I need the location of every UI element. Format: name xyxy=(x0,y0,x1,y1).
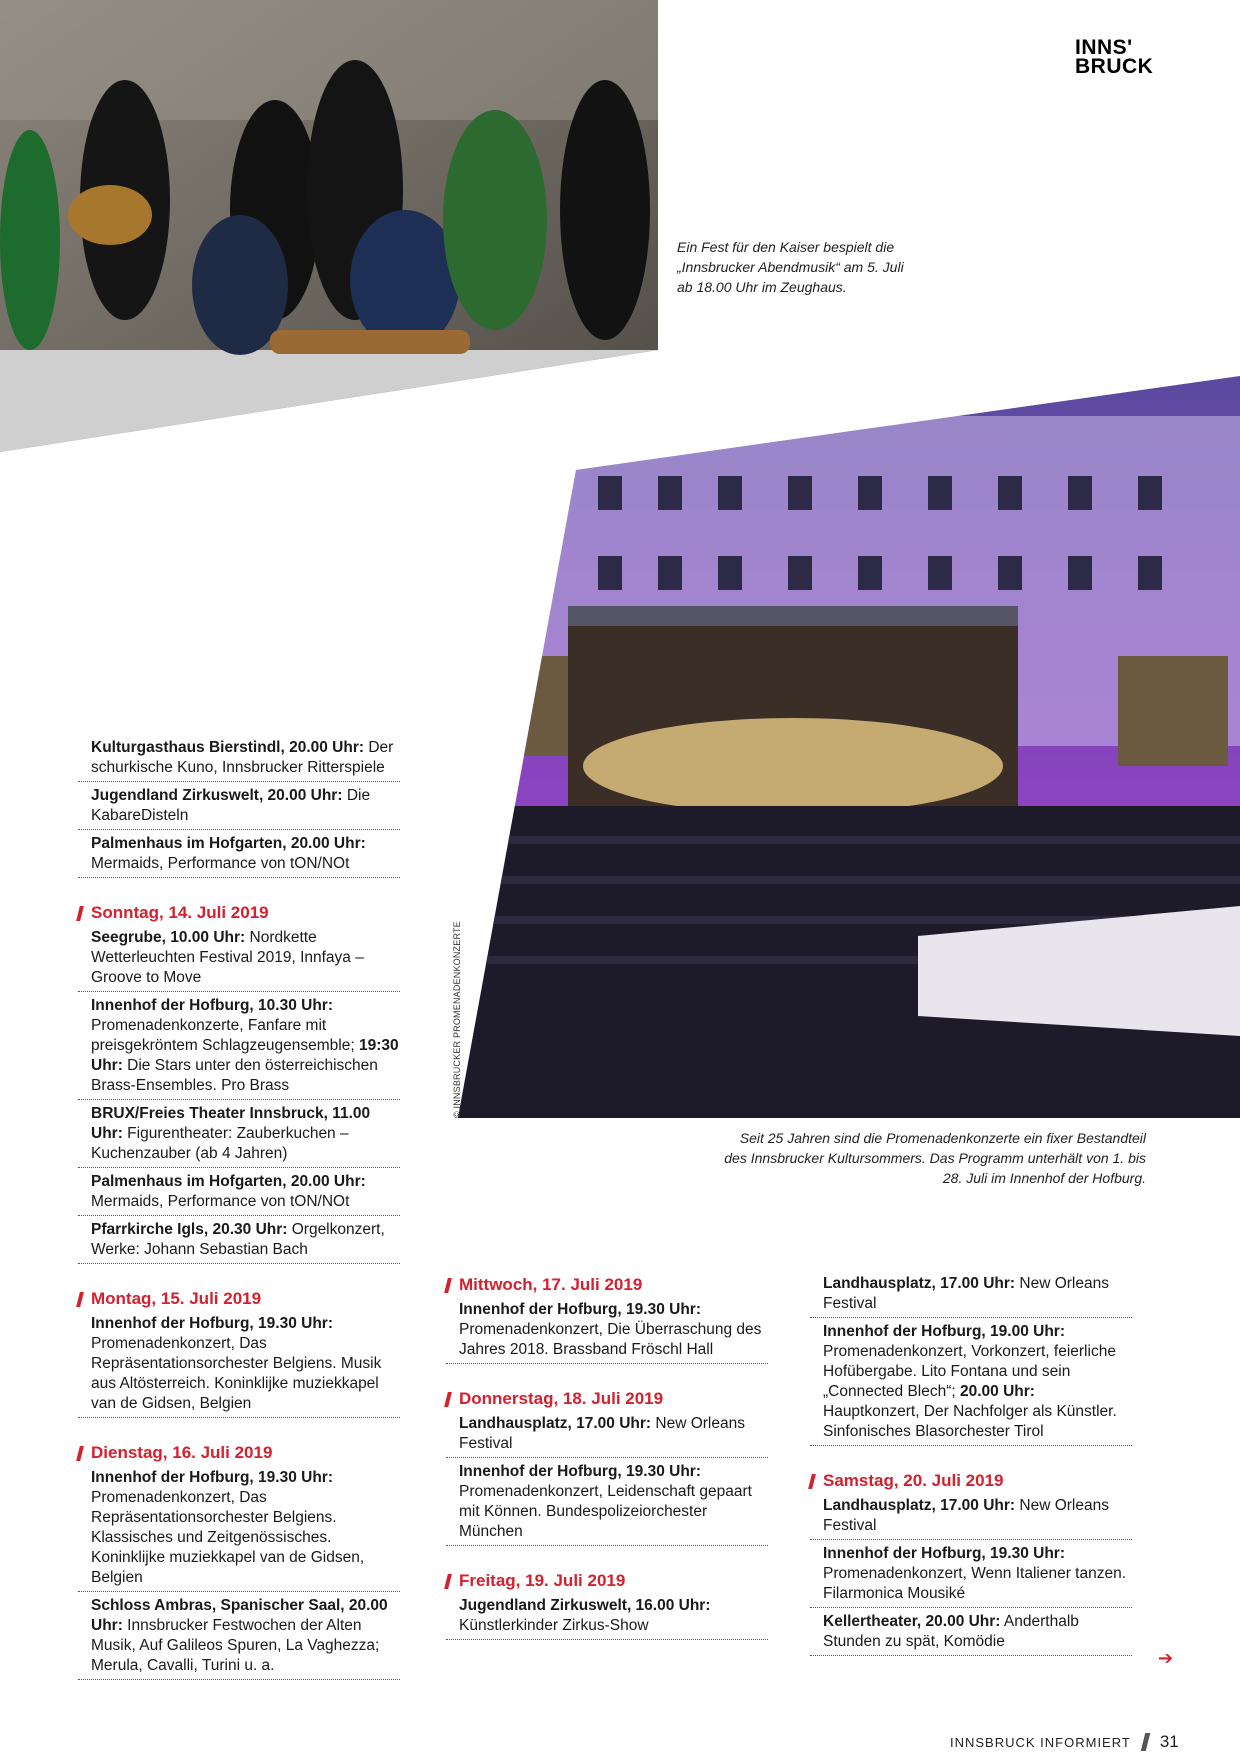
event-entry: Innenhof der Hofburg, 19.30 Uhr: Promenadenkonzert, Die Überraschung des Jahres 2018. Brassband Fröschl Hall xyxy=(446,1300,768,1364)
day-monday xyxy=(78,1288,400,1418)
day-heading: Donnerstag, 18. Juli 2019 xyxy=(446,1388,768,1410)
day-sunday xyxy=(78,902,400,1264)
concert-photo-caption: Seit 25 Jahren sind die Promenadenkonzerte ein fixer Bestandteil des Innsbrucker Kultursommers. Das Programm unterhält von 1. bis 28. Juli im Innenhof der Hofburg. xyxy=(724,1130,1146,1186)
event-entry: Kellertheater, 20.00 Uhr: Anderthalb Stunden zu spät, Komödie xyxy=(810,1612,1132,1656)
day-saturday xyxy=(810,1470,1132,1656)
event-entry: Innenhof der Hofburg, 19.30 Uhr: Promenadenkonzert, Leidenschaft gepaart mit Können. Bundespolizeiorchester München xyxy=(446,1462,768,1546)
day-thursday xyxy=(446,1388,768,1546)
page-number: 31 xyxy=(1159,1732,1179,1751)
event-entry: Innenhof der Hofburg, 10.30 Uhr: Promenadenkonzerte, Fanfare mit preisgekröntem Schlagzeugensemble; 19:30 Uhr: Die Stars unter den österreichischen Brass-Ensembles. Pro Brass xyxy=(78,996,400,1100)
day-heading: Samstag, 20. Juli 2019 xyxy=(810,1470,1132,1492)
event-entry: Landhausplatz, 17.00 Uhr: New Orleans Festival xyxy=(810,1274,1132,1318)
day-continued-saturday xyxy=(78,738,400,878)
continue-arrow-icon: ➔ xyxy=(1158,1648,1174,1668)
photo-credit: © INNSBRUCKER PROMENADENKONZERTE xyxy=(452,921,462,1118)
event-entry: Kulturgasthaus Bierstindl, 20.00 Uhr: Der schurkische Kuno, Innsbrucker Ritterspiele xyxy=(78,738,400,782)
day-heading: Mittwoch, 17. Juli 2019 xyxy=(446,1274,768,1296)
day-heading: Freitag, 19. Juli 2019 xyxy=(446,1570,768,1592)
event-entry: Palmenhaus im Hofgarten, 20.00 Uhr: Mermaids, Performance von tON/NOt xyxy=(78,834,400,878)
innsbruck-logo: INNS' BRUCK xyxy=(1075,36,1154,78)
event-entry: Landhausplatz, 17.00 Uhr: New Orleans Festival xyxy=(810,1496,1132,1540)
event-entry: Innenhof der Hofburg, 19.30 Uhr: Promenadenkonzert, Wenn Italiener tanzen. Filarmonica Mousiké xyxy=(810,1544,1132,1608)
day-heading: Dienstag, 16. Juli 2019 xyxy=(78,1442,400,1464)
event-entry: Landhausplatz, 17.00 Uhr: New Orleans Festival xyxy=(446,1414,768,1458)
event-entry: Innenhof der Hofburg, 19.30 Uhr: Promenadenkonzert, Das Repräsentationsorchester Belgiens. Klassisches und Zeitgenössisches. Koninklijke muziekkapel van de Gidsen, Belgien xyxy=(78,1468,400,1592)
event-entry: Innenhof der Hofburg, 19.30 Uhr: Promenadenkonzert, Das Repräsentationsorchester Belgiens. Musik aus Altösterreich. Koninklijke muziekkapel van de Gidsen, Belgien xyxy=(78,1314,400,1418)
event-entry: Palmenhaus im Hofgarten, 20.00 Uhr: Mermaids, Performance von tON/NOt xyxy=(78,1172,400,1216)
footer-divider xyxy=(1141,1733,1150,1751)
event-entry: Seegrube, 10.00 Uhr: Nordkette Wetterleuchten Festival 2019, Innfaya – Groove to Move xyxy=(78,928,400,992)
day-heading: Sonntag, 14. Juli 2019 xyxy=(78,902,400,924)
day-continued-friday xyxy=(810,1274,1132,1446)
event-entry: Jugendland Zirkuswelt, 20.00 Uhr: Die KabareDisteln xyxy=(78,786,400,830)
page-footer xyxy=(950,1732,1179,1752)
event-entry: Pfarrkirche Igls, 20.30 Uhr: Orgelkonzert, Werke: Johann Sebastian Bach xyxy=(78,1220,400,1264)
event-entry: BRUX/Freies Theater Innsbruck, 11.00 Uhr: Figurentheater: Zauberkuchen – Kuchenzauber (ab 4 Jahren) xyxy=(78,1104,400,1168)
ensemble-photo-caption: Ein Fest für den Kaiser bespielt die „Innsbrucker Abendmusik“ am 5. Juli ab 18.00 Uhr im Zeughaus. xyxy=(677,239,904,295)
events-column-middle xyxy=(446,1274,768,1664)
day-wednesday xyxy=(446,1274,768,1364)
concert-photo xyxy=(458,376,1240,1118)
day-heading: Montag, 15. Juli 2019 xyxy=(78,1288,400,1310)
events-column-left xyxy=(78,738,400,1704)
events-column-right xyxy=(810,1274,1132,1680)
event-entry: Schloss Ambras, Spanischer Saal, 20.00 Uhr: Innsbrucker Festwochen der Alten Musik, Auf Galileos Spuren, La Vaghezza; Merula, Cavalli, Turini u. a. xyxy=(78,1596,400,1680)
day-tuesday xyxy=(78,1442,400,1680)
event-entry: Innenhof der Hofburg, 19.00 Uhr: Promenadenkonzert, Vorkonzert, feierliche Hofübergabe. Lito Fontana und sein „Connected Blech“; 20.00 Uhr: Hauptkonzert, Der Nachfolger als Künstler. Sinfonisches Blasorchester Tirol xyxy=(810,1322,1132,1446)
day-friday xyxy=(446,1570,768,1640)
publication-name: INNSBRUCK INFORMIERT xyxy=(950,1734,1131,1750)
event-entry: Jugendland Zirkuswelt, 16.00 Uhr: Künstlerkinder Zirkus-Show xyxy=(446,1596,768,1640)
